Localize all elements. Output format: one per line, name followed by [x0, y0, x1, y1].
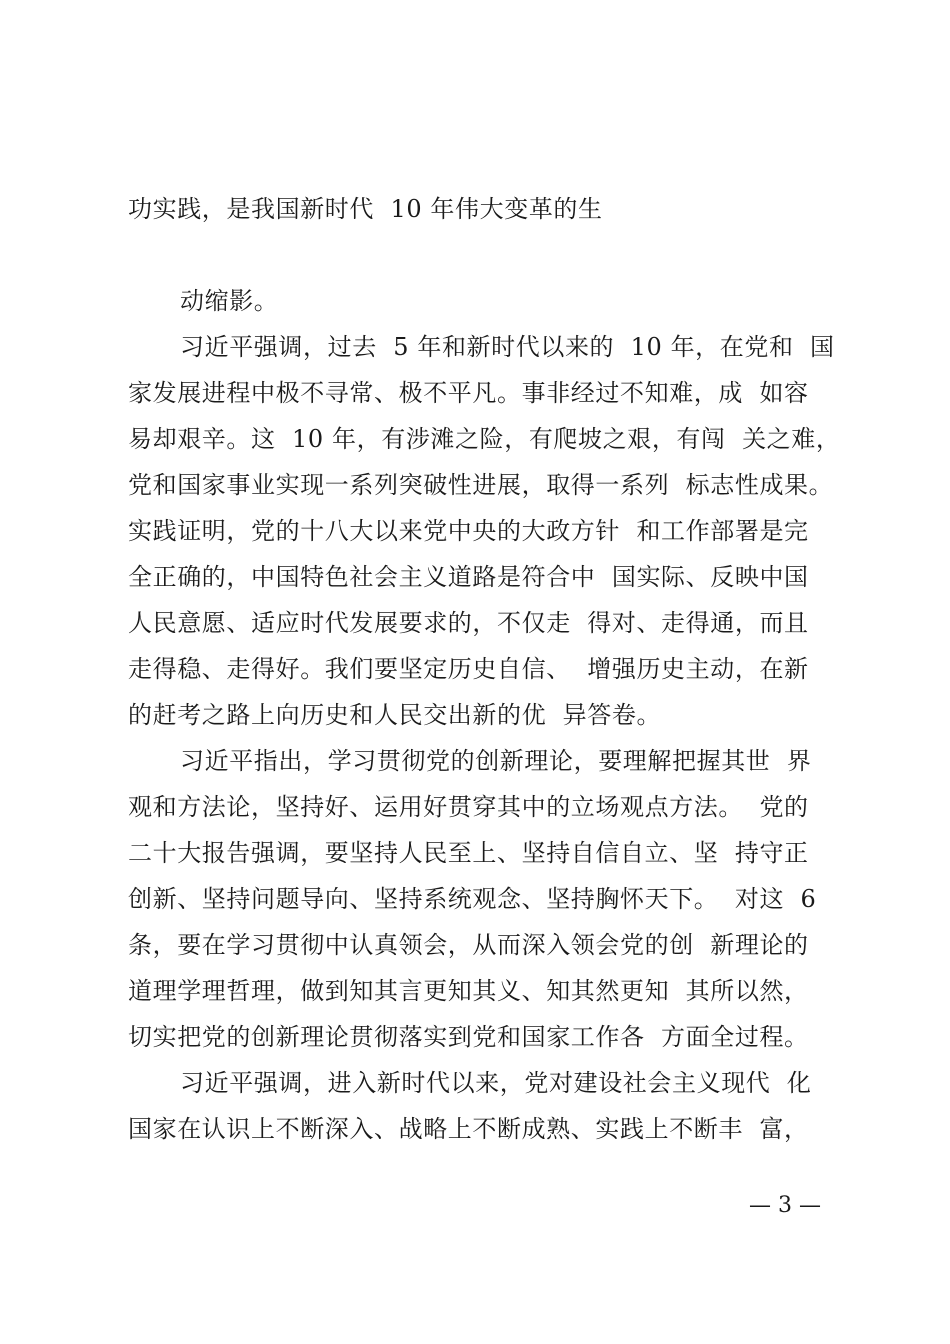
paragraph-line: 习近平强调，过去 5 年和新时代以来的 10 年，在党和 国	[180, 333, 835, 361]
paragraph-line: 观和方法论，坚持好、运用好贯穿其中的立场观点方法。 党的	[128, 793, 809, 821]
paragraph-line: 国家在认识上不断深入、战略上不断成熟、实践上不断丰 富，	[128, 1115, 809, 1143]
paragraph-line: 的赶考之路上向历史和人民交出新的优 异答卷。	[128, 701, 662, 729]
paragraph-line: 家发展进程中极不寻常、极不平凡。事非经过不知难，成 如容	[128, 379, 809, 407]
paragraph-line: 人民意愿、适应时代发展要求的，不仅走 得对、走得通，而且	[128, 609, 809, 637]
paragraph-line: 实践证明，党的十八大以来党中央的大政方针 和工作部署是完	[128, 517, 809, 545]
paragraph-line: 切实把党的创新理论贯彻落实到党和国家工作各 方面全过程。	[128, 1023, 809, 1051]
opening-line-1: 功实践，是我国新时代 10 年伟大变革的生	[128, 195, 603, 223]
paragraph-line: 全正确的，中国特色社会主义道路是符合中 国实际、反映中国	[128, 563, 809, 591]
paragraph-line: 条，要在学习贯彻中认真领会，从而深入领会党的创 新理论的	[128, 931, 809, 959]
paragraph-line: 习近平指出，学习贯彻党的创新理论，要理解把握其世 界	[180, 747, 812, 775]
paragraph-line: 党和国家事业实现一系列突破性进展，取得一系列 标志性成果。	[128, 471, 834, 499]
paragraph-line: 道理学理哲理，做到知其言更知其义、知其然更知 其所以然，	[128, 977, 809, 1005]
paragraph-line: 创新、坚持问题导向、坚持系统观念、坚持胸怀天下。 对这 6	[128, 885, 817, 913]
paragraph-line: 易却艰辛。这 10 年，有涉滩之险，有爬坡之艰，有闯 关之难，	[128, 425, 841, 453]
opening-line-2: 动缩影。	[180, 287, 279, 315]
page-number: — 3 —	[749, 1193, 821, 1218]
paragraph-line: 二十大报告强调，要坚持人民至上、坚持自信自立、坚 持守正	[128, 839, 809, 867]
paragraph-line: 走得稳、走得好。我们要坚定历史自信、 增强历史主动，在新	[128, 655, 809, 683]
paragraph-line: 习近平强调，进入新时代以来，党对建设社会主义现代 化	[180, 1069, 812, 1097]
